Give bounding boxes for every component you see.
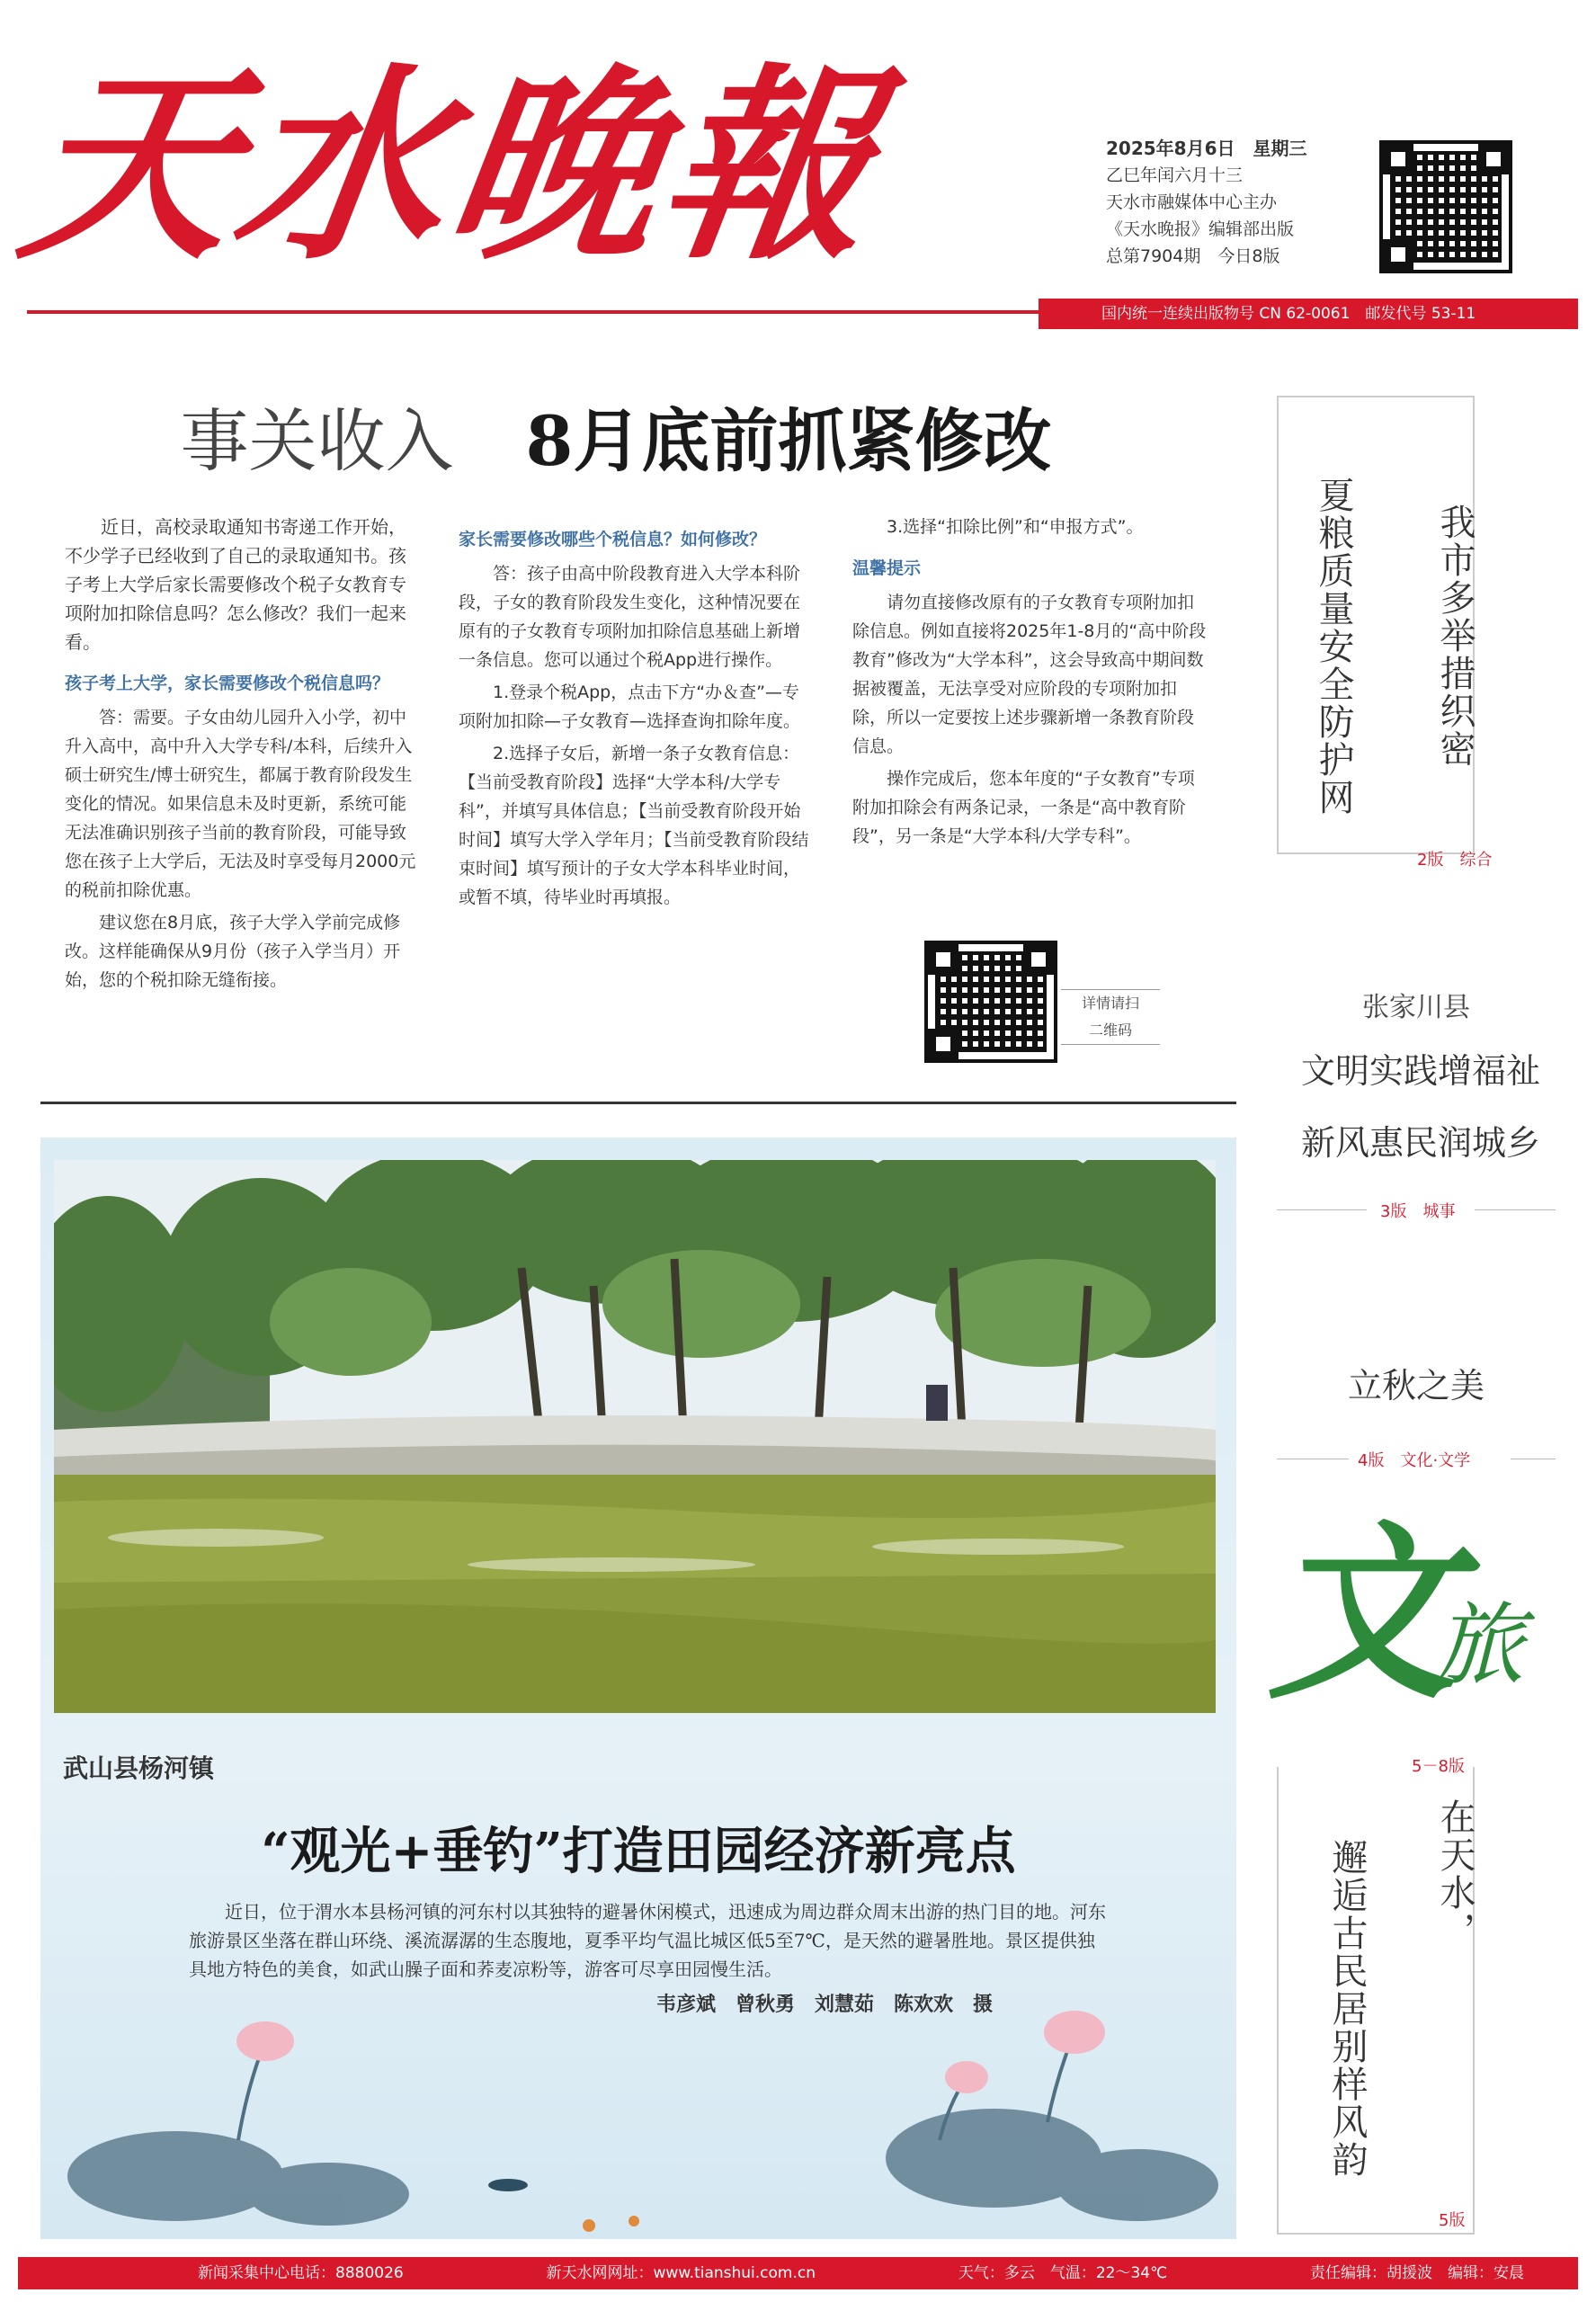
step-1: 1.登录个税App，点击下方“办＆查”—专项附加扣除—子女教育—选择查询扣除年度。 bbox=[459, 683, 801, 731]
sponsor-line-1: 天水市融媒体中心主办 bbox=[1106, 192, 1278, 212]
sidebar-story-3-title[interactable]: 立秋之美 bbox=[1347, 1366, 1485, 1405]
article-lead: 近日，高校录取通知书寄递工作开始，不少学子已经收到了自己的录取通知书。孩子考上大学后家长需要修改个税子女教育专项附加扣除信息吗？怎么修改？我们一起来看。 bbox=[65, 516, 406, 653]
feature-photo-credit: 韦彦斌 曾秋勇 刘慧茹 陈欢欢 摄 bbox=[656, 1994, 994, 2016]
footer-hotline: 新闻采集中心电话：8880026 bbox=[198, 2264, 404, 2282]
qr-finder-icon bbox=[1478, 144, 1509, 174]
sidebar-story-3-tag: 4版 文化·文学 bbox=[1358, 1451, 1471, 1470]
feature-body: 近日，位于渭水本县杨河镇的河东村以其独特的避暑休闲模式，迅速成为周边群众周末出游的热门目的地。河东旅游景区坐落在群山环绕、溪流潺潺的生态腹地，夏季平均气温比城区低5至7℃，是天然的避暑胜地。景区提供独具地方特色的美食，如武山臊子面和荞麦凉粉等，游客可尽享田园慢生活。 bbox=[189, 1901, 1106, 1980]
sidebar-story-4-title-right: 在天水， bbox=[1434, 1798, 1476, 1950]
lead-headline[interactable] bbox=[0, 387, 1232, 485]
section-logo-wen: 文 bbox=[1268, 1503, 1458, 1725]
qr-finder-icon bbox=[928, 1029, 958, 1059]
lotus-decoration-icon bbox=[40, 2005, 1236, 2239]
sidebar-story-1-title-left: 夏粮质量安全防护网 bbox=[1313, 477, 1354, 816]
section-logo-lv: 旅 bbox=[1434, 1593, 1524, 1698]
culture-tourism-section-logo bbox=[1268, 1503, 1574, 1771]
tip-text: 请勿直接修改原有的子女教育专项附加扣除信息。例如直接将2025年1-8月的“高中阶段教育”修改为“大学本科”，这会导致高中期间数据被覆盖，无法享受对应阶段的专项附加扣除，所以一定要按上述步骤新增一条教育阶段信息。 bbox=[852, 593, 1207, 756]
footer-website[interactable]: 新天水网网址：www.tianshui.com.cn bbox=[546, 2264, 816, 2282]
qr-finder-icon bbox=[928, 944, 958, 975]
question-2: 家长需要修改哪些个税信息？如何修改？ bbox=[459, 530, 767, 549]
feature-title[interactable]: “观光+垂钓”打造田园经济新亮点 bbox=[261, 1822, 1016, 1881]
newspaper-title: 天水晚報 bbox=[10, 45, 893, 288]
footer-editors: 责任编辑：胡援波 编辑：安晨 bbox=[1309, 2264, 1524, 2282]
feature-photo[interactable] bbox=[54, 1160, 1216, 1713]
section-divider bbox=[40, 1102, 1236, 1104]
answer-1: 答：需要。子女由幼儿园升入小学，初中升入高中，高中升入大学专科/本科，后续升入硕士研究生/博士研究生，都属于教育阶段发生变化的情况。如果信息未及时更新，系统可能无法准确识别孩子当前的教育阶段，可能导致您在孩子上大学后，无法及时享受每月2000元的税前扣除优惠。 bbox=[65, 708, 416, 900]
sidebar-story-4-title-left: 邂逅古民居别样风韵 bbox=[1326, 1839, 1368, 2179]
tip-title: 温馨提示 bbox=[852, 558, 922, 578]
qr-caption-line-1: 详情请扫 bbox=[1081, 995, 1139, 1012]
qr-caption bbox=[1061, 989, 1160, 1045]
question-1: 孩子考上大学，家长需要修改个税信息吗？ bbox=[65, 674, 390, 693]
lunar-date: 乙巳年闰六月十三 bbox=[1106, 165, 1244, 185]
pond-landscape-image bbox=[54, 1160, 1216, 1713]
sidebar-story-2-tag: 3版 城事 bbox=[1380, 1202, 1456, 1221]
masthead-qr-code[interactable] bbox=[1383, 144, 1509, 270]
footer-band bbox=[18, 2257, 1578, 2289]
feature-location: 武山县杨河镇 bbox=[63, 1753, 215, 1783]
issue-date: 2025年8月6日 星期三 bbox=[1106, 138, 1307, 159]
headline-part-a: 事关收入 bbox=[180, 401, 454, 481]
qr-finder-icon bbox=[1023, 944, 1054, 975]
answer-1b: 建议您在8月底，孩子大学入学前完成修改。这样能确保从9月份（孩子入学当月）开始，您的个税扣除无缝衔接。 bbox=[65, 913, 401, 990]
masthead bbox=[10, 45, 1034, 351]
sidebar-story-1-title-right: 我市多举措织密 bbox=[1434, 504, 1476, 768]
registration-band: 国内统一连续出版物号 CN 62-0061 邮发代号 53-11 bbox=[1039, 299, 1578, 329]
tip-text-2: 操作完成后，您本年度的“子女教育”专项附加扣除会有两条记录，一条是“高中教育阶段”，另一条是“大学本科/大学专科”。 bbox=[852, 769, 1195, 846]
answer-2: 答：孩子由高中阶段教育进入大学本科阶段，子女的教育阶段发生变化，这种情况要在原有的子女教育专项附加扣除信息基础上新增一条信息。您可以通过个税App进行操作。 bbox=[459, 564, 801, 670]
sidebar-story-1-tag: 2版 综合 bbox=[1417, 851, 1493, 870]
article-column-1 bbox=[65, 513, 419, 1070]
sidebar-story-2-kicker: 张家川县 bbox=[1362, 992, 1470, 1023]
article-column-2 bbox=[459, 513, 813, 1070]
qr-finder-icon bbox=[1383, 239, 1413, 270]
article-qr-code[interactable] bbox=[928, 944, 1054, 1059]
date-block bbox=[1106, 135, 1367, 270]
footer-weather: 天气：多云 气温：22～34℃ bbox=[958, 2264, 1168, 2282]
qr-caption-line-2: 二维码 bbox=[1088, 1022, 1132, 1039]
headline-part-b: 8月底前抓紧修改 bbox=[525, 401, 1052, 481]
issue-number: 总第7904期 今日8版 bbox=[1106, 246, 1280, 266]
step-2: 2.选择子女后，新增一条子女教育信息：【当前受教育阶段】选择“大学本科/大学专科”，并填写具体信息；【当前受教育阶段开始时间】填写大学入学年月；【当前受教育阶段结束时间】填写预计的子女大学本科毕业时间，或暂不填，待毕业时再填报。 bbox=[459, 744, 809, 907]
sidebar-story-4-tag: 5版 bbox=[1439, 2211, 1466, 2230]
sponsor-line-2: 《天水晚报》编辑部出版 bbox=[1106, 219, 1295, 239]
qr-finder-icon bbox=[1383, 144, 1413, 174]
step-3: 3.选择“扣除比例”和“申报方式”。 bbox=[887, 517, 1144, 537]
sidebar-rule bbox=[1277, 1209, 1367, 1210]
section-pages-tag: 5－8版 bbox=[1412, 1757, 1465, 1776]
sidebar-story-2-line-2[interactable]: 新风惠民润城乡 bbox=[1300, 1123, 1540, 1163]
sidebar-story-2-line-1[interactable]: 文明实践增福祉 bbox=[1300, 1051, 1540, 1091]
sidebar-rule bbox=[1475, 1209, 1556, 1210]
masthead-rule bbox=[27, 310, 1043, 314]
